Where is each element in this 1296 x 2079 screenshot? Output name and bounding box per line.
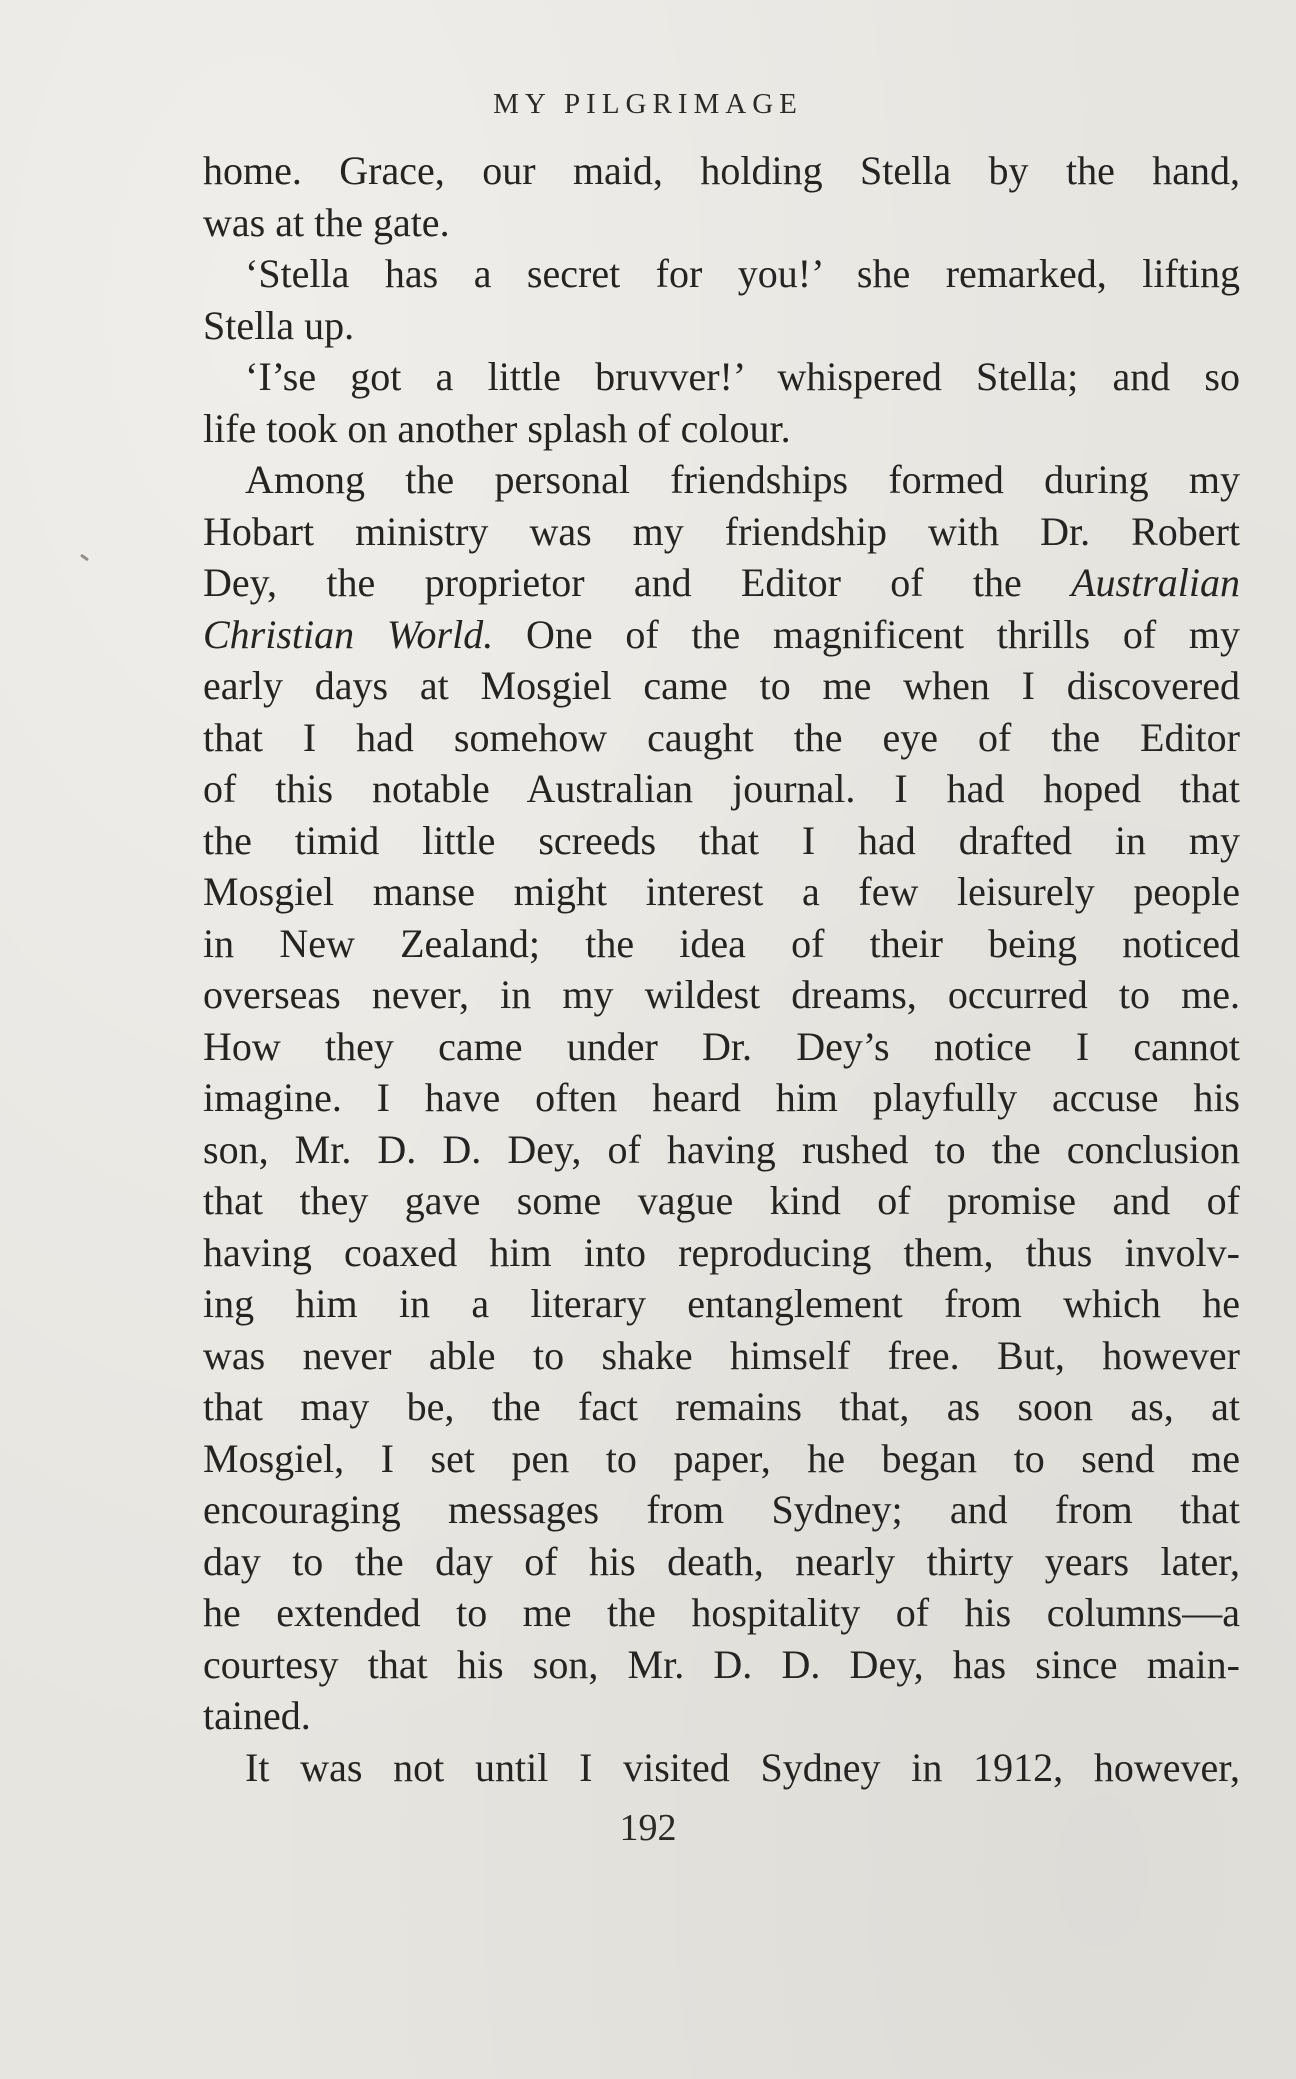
line-text: ‘I’se got a little bruvver!’ whispered Stella; and so	[245, 354, 1240, 399]
line-text: One of the magnificent thrills of my	[493, 611, 1240, 657]
line-text: Mosgiel, I set pen to paper, he began to send me	[203, 1435, 1240, 1481]
text-line	[203, 1278, 1240, 1330]
running-head: MY PILGRIMAGE	[493, 88, 803, 120]
line-text: that may be, the fact remains that, as soon as, at	[203, 1384, 1240, 1429]
line-text: the timid little screeds that I had drafted in my	[203, 817, 1240, 863]
text-line	[203, 145, 1240, 197]
line-text: son, Mr. D. D. Dey, of having rushed to the conclusion	[203, 1126, 1240, 1172]
text-line	[203, 454, 1240, 506]
text-line	[203, 1484, 1240, 1536]
text-line	[203, 1639, 1240, 1691]
text-line	[203, 1690, 1240, 1742]
line-text: courtesy that his son, Mr. D. D. Dey, has since main-	[203, 1641, 1240, 1687]
line-text: having coaxed him into reproducing them, thus involv-	[203, 1229, 1240, 1275]
text-line	[203, 1381, 1240, 1433]
paper-speck	[80, 554, 89, 562]
line-text: imagine. I have often heard him playfully accuse his	[203, 1075, 1240, 1120]
line-text: It was not until I visited Sydney in 1912, however,	[245, 1744, 1240, 1790]
text-line	[203, 248, 1240, 300]
text-line	[203, 1175, 1240, 1227]
text-line	[203, 969, 1240, 1021]
text-line	[203, 1072, 1240, 1124]
text-line	[203, 866, 1240, 918]
text-line	[203, 1124, 1240, 1176]
line-text: tained.	[203, 1693, 311, 1738]
line-text: ‘Stella has a secret for you!’ she remarked, lifting	[245, 251, 1240, 296]
italic-title: Australian	[1071, 560, 1240, 605]
line-text: day to the day of his death, nearly thirty years later,	[203, 1538, 1240, 1584]
italic-title: Christian World.	[203, 611, 494, 657]
text-line	[203, 197, 1240, 249]
text-line	[203, 557, 1240, 609]
text-line	[203, 351, 1240, 403]
line-text: Mosgiel manse might interest a few leisurely people	[203, 869, 1240, 914]
text-line	[203, 918, 1240, 970]
line-text: How they came under Dr. Dey’s notice I cannot	[203, 1023, 1240, 1069]
line-text: Hobart ministry was my friendship with Dr. Robert	[203, 508, 1240, 554]
line-text: Among the personal friendships formed during my	[245, 457, 1240, 502]
text-line	[203, 300, 1240, 352]
text-line	[203, 1330, 1240, 1382]
line-text: of this notable Australian journal. I had hoped that	[203, 766, 1240, 811]
text-line	[203, 712, 1240, 764]
line-text: Dey, the proprietor and Editor of the	[203, 560, 1072, 605]
line-text: home. Grace, our maid, holding Stella by the hand,	[203, 148, 1240, 193]
line-text: Stella up.	[203, 302, 355, 348]
line-text: encouraging messages from Sydney; and from that	[203, 1487, 1240, 1532]
line-text: that I had somehow caught the eye of the Editor	[203, 714, 1240, 760]
page-number: 192	[619, 1807, 677, 1849]
text-line	[203, 815, 1240, 867]
line-text: that they gave some vague kind of promise and of	[203, 1178, 1240, 1223]
line-text: life took on another splash of colour.	[203, 405, 791, 451]
text-line	[203, 763, 1240, 815]
line-text: was at the gate.	[203, 199, 450, 245]
text-line	[203, 660, 1240, 712]
text-line	[203, 1021, 1240, 1073]
line-text: was never able to shake himself free. But, however	[203, 1332, 1240, 1378]
text-line	[203, 1227, 1240, 1279]
body-text	[203, 145, 1240, 1793]
text-line	[203, 1742, 1240, 1794]
line-text: he extended to me the hospitality of his columns—a	[203, 1590, 1240, 1635]
line-text: overseas never, in my wildest dreams, occurred to me.	[203, 972, 1240, 1017]
text-line	[203, 609, 1240, 661]
text-line	[203, 1587, 1240, 1639]
text-line	[203, 1433, 1240, 1485]
line-text: in New Zealand; the idea of their being noticed	[203, 920, 1240, 966]
text-line	[203, 1536, 1240, 1588]
line-text: ing him in a literary entanglement from which he	[203, 1281, 1240, 1326]
text-line	[203, 403, 1240, 455]
text-line	[203, 506, 1240, 558]
line-text: early days at Mosgiel came to me when I discovered	[203, 663, 1240, 708]
